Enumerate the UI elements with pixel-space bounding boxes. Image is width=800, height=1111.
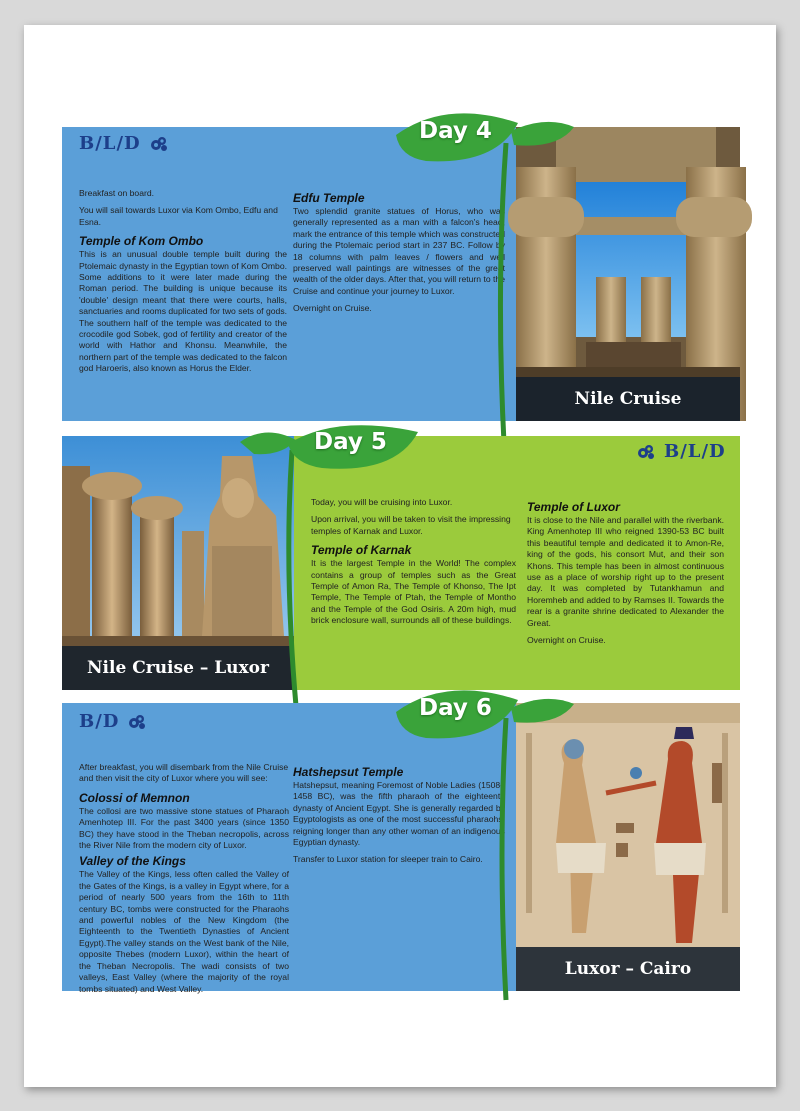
day6-section-body: The Valley of the Kings, less often called the Valley of the Gates of the Kings, is a valley in Egypt where, for a period of nearly 500 years from the 16th to 11th century BC, tombs were constructed for the Pharaohs and powerful nobles of the New Kingdom (the Eighteenth to the Twentieth Dynasties of Ancient Egypt).The valley stands on the West bank of the Nile, opposite Thebes (modern Luxor), within the heart of the Theban Necropolis. The wadi consists of two valleys, East Valley (where the majority of the royal tombs situated) and West Valley. <box>79 869 289 994</box>
day6-section-title: Valley of the Kings <box>79 854 186 869</box>
day6-label: Day 6 <box>419 695 492 721</box>
day6-outro: Transfer to Luxor station for sleeper train to Cairo. <box>293 854 483 865</box>
day5-label: Day 5 <box>314 429 387 455</box>
leaf-icon <box>386 682 586 1002</box>
day4-section-body: This is an unusual double temple built during the Ptolemaic dynasty in the Egyptian town of Kom Ombo. Some additions to it were later made during the Roman period. The building is unique because its 'double' design meant that there were courts, halls, sanctuaries and rooms duplicated for two sets of gods. The southern half of the temple was dedicated to the crocodile god Sobek, god of fertility and creator of the world with Hathor and Khonsu. Meanwhile, the northern part of the temple was dedicated to the falcon god Haroeris, also known as Horus the Elder. <box>79 249 287 374</box>
day5-section-title: Temple of Luxor <box>527 500 620 514</box>
day4-meals-label: B/L/D <box>79 133 141 154</box>
day5-outro: Overnight on Cruise. <box>527 635 606 646</box>
day5-section-title: Temple of Karnak <box>311 543 412 558</box>
day5-meals <box>636 441 726 462</box>
day4-label: Day 4 <box>419 118 492 144</box>
day6-caption: Luxor – Cairo <box>516 947 740 991</box>
day5-intro-2: Upon arrival, you will be taken to visit the impressing temples of Karnak and Luxor. <box>311 514 511 536</box>
day6-section-title: Colossi of Memnon <box>79 790 190 805</box>
day4-section-title: Temple of Kom Ombo <box>79 234 204 249</box>
brochure-page <box>24 25 776 1087</box>
day6-meals-label: B/D <box>79 711 120 732</box>
day5-col-left <box>311 497 516 627</box>
day6-col-left <box>79 762 289 994</box>
day5-meals-label: B/L/D <box>664 441 726 462</box>
meals-icon <box>636 443 656 461</box>
day6-intro: After breakfast, you will disembark from the Nile Cruise and then visit the city of Luxor where you will see: <box>79 762 289 784</box>
day4-col-left <box>79 188 287 373</box>
meals-icon <box>127 713 147 731</box>
day6-section-body: Hatshepsut, meaning Foremost of Noble Ladies (1508–1458 BC), was the fifth pharaoh of the eighteenth dynasty of Ancient Egypt. She is generally regarded by Egyptologists as one of the most successful pharaohs, reigning longer than any other woman of an indigenous Egyptian dynasty. <box>293 780 505 848</box>
day5-section-body: It is close to the Nile and parallel with the riverbank. King Amenhotep III who reigned 1390-53 BC built this beautiful temple and dedicated it to Amon-Re, king of the gods, his consort Mut, and their son Khons. This temple has been in almost continuous use as a place of worship right up to the present day. It was completed by Tutankhamun and Horemheb and added to by Ramses II. Towards the rear is a granite shrine dedicated to Alexander the Great. <box>527 515 724 628</box>
day5-intro-1: Today, you will be cruising into Luxor. <box>311 497 453 507</box>
day4-caption: Nile Cruise <box>516 377 740 421</box>
day4-intro-2: You will sail towards Luxor via Kom Ombo, Edfu and Esna. <box>79 205 278 227</box>
day6-section-title: Hatshepsut Temple <box>293 765 404 779</box>
day5-col-right <box>527 497 724 652</box>
meals-icon <box>149 135 169 153</box>
day6-section-body: The collosi are two massive stone statues of Pharaoh Amenhotep III. For the past 3400 years (since 1350 BC) they have stood in the Theban necropolis, across the River Nile from the modern city of Luxor. <box>79 805 289 851</box>
day4-section-body: Two splendid granite statues of Horus, who was generally represented as a man with a falcon's head, mark the entrance of this temple which was constructed during the Ptolemaic period start in 237 BC. Follow by 18 columns with palm leaves / flowers and well preserved wall paintings are witnesses of the great wealth of the older days. After that, you will return to the Cruise and continue your journey to Luxor. <box>293 206 505 296</box>
day4-outro: Overnight on Cruise. <box>293 303 372 314</box>
day6-meals <box>79 711 147 732</box>
leaf-icon <box>386 105 586 445</box>
day4-section-title: Edfu Temple <box>293 191 365 205</box>
day5-section-body: It is the largest Temple in the World! The complex contains a group of temples such as the Great Temple of Amon Ra, The Temple of Khonso, The Ipt Temple, The Temple of Ptah, the Temple of Montho and the Temple of the God Osiris. A 20m high, mud brick enclosure wall, surrounds all of these buildings. <box>311 558 516 626</box>
day5-caption: Nile Cruise – Luxor <box>62 646 294 690</box>
day4-intro-1: Breakfast on board. <box>79 188 155 198</box>
day4-meals <box>79 133 169 154</box>
